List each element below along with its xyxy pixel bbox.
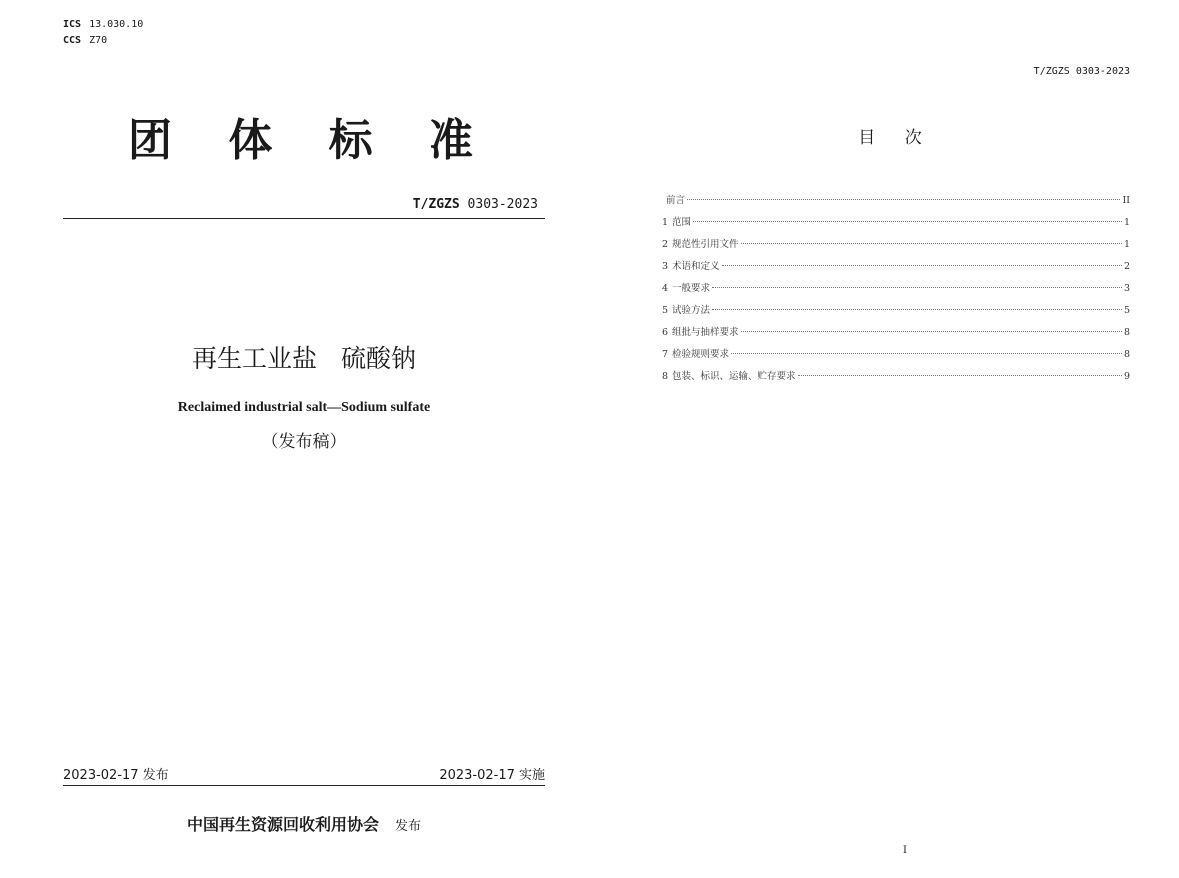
implementation-date: 2023-02-17 实施 [439,768,545,783]
toc-entry-text: 检验规则要求 [672,349,730,360]
standard-number [413,197,538,213]
toc-dot-leader [731,353,1122,354]
standard-type-char: 标 [328,115,373,166]
toc-entry-packaging-marking[interactable] [662,366,1130,388]
toc-entry-number: 2 [662,239,669,250]
toc-entry-text: 试验方法 [672,305,711,316]
toc-entry-number: 3 [662,261,669,272]
toc-entry-text: 组批与抽样要求 [672,327,739,338]
standard-type-title [128,113,473,169]
issue-date: 2023-02-17 发布 [63,768,169,783]
ics-value: 13.030.10 [89,19,144,30]
toc-entry-number: 4 [662,283,669,294]
draft-status: （发布稿） [261,432,347,452]
toc-entry-batching-sampling[interactable] [662,322,1130,344]
toc-entry-inspection-rules[interactable] [662,344,1130,366]
toc-entry-page: 1 [1123,239,1130,250]
toc-entry-text: 术语和定义 [672,261,720,272]
toc-dot-leader [687,199,1120,200]
page-header-standard-number: T/ZGZS 0303-2023 [1033,66,1130,77]
toc-dot-leader [722,265,1122,266]
toc-entry-test-methods[interactable] [662,300,1130,322]
standard-type-char: 团 [128,115,172,166]
toc-entry-page: 8 [1123,327,1130,338]
toc-entry-text: 前言 [666,195,686,206]
toc-entry-text: 规范性引用文件 [672,239,739,250]
publisher [63,814,545,838]
toc-dot-leader [741,331,1122,332]
toc-entry-number: 6 [662,327,669,338]
top-rule [63,218,545,219]
toc-entry-page: 5 [1123,305,1130,316]
toc-entry-text: 一般要求 [672,283,711,294]
document-title-zh [63,342,545,376]
bottom-rule [63,785,545,786]
title-zh-part1: 再生工业盐 [191,344,317,373]
toc-entry-number: 1 [662,217,669,228]
ccs-code [63,35,107,47]
toc-entry-page: 3 [1123,283,1130,294]
toc-entry-page: 8 [1123,349,1130,360]
ics-code [63,19,143,31]
toc-entry-number: 5 [662,305,669,316]
standard-number-suffix: 0303-2023 [467,197,538,212]
toc-entry-number: 7 [662,349,669,360]
standard-number-prefix: T/ZGZS [412,197,460,212]
document-title-en: Reclaimed industrial salt—Sodium sulfate [177,400,431,415]
standard-type-char: 体 [228,115,273,166]
toc-entry-page: 9 [1123,371,1130,382]
toc-list [662,190,1130,388]
standard-type-char: 准 [428,115,473,166]
ics-label: ICS [63,19,82,30]
toc-entry-page: 2 [1123,261,1130,272]
toc-entry-scope[interactable] [662,212,1130,234]
publisher-name: 中国再生资源回收利用协会 [186,815,379,834]
toc-entry-text: 包装、标识、运输、贮存要求 [672,371,796,382]
toc-entry-foreword[interactable] [662,190,1130,212]
ccs-value: Z70 [89,35,108,46]
toc-entry-page: II [1122,195,1130,206]
publisher-suffix: 发布 [395,819,422,834]
toc-entry-terms-definitions[interactable] [662,256,1130,278]
toc-entry-normative-references[interactable] [662,234,1130,256]
toc-dot-leader [712,287,1122,288]
title-zh-part2: 硫酸钠 [341,344,417,373]
toc-title: 目 次 [858,128,934,148]
toc-entry-page: 1 [1123,217,1130,228]
toc-dot-leader [693,221,1122,222]
toc-dot-leader [798,375,1122,376]
toc-entry-text: 范围 [672,217,692,228]
toc-dot-leader [741,243,1122,244]
page-number: I [903,845,907,856]
toc-entry-number: 8 [662,371,669,382]
toc-entry-general-requirements[interactable] [662,278,1130,300]
ccs-label: CCS [63,35,82,46]
toc-dot-leader [712,309,1122,310]
